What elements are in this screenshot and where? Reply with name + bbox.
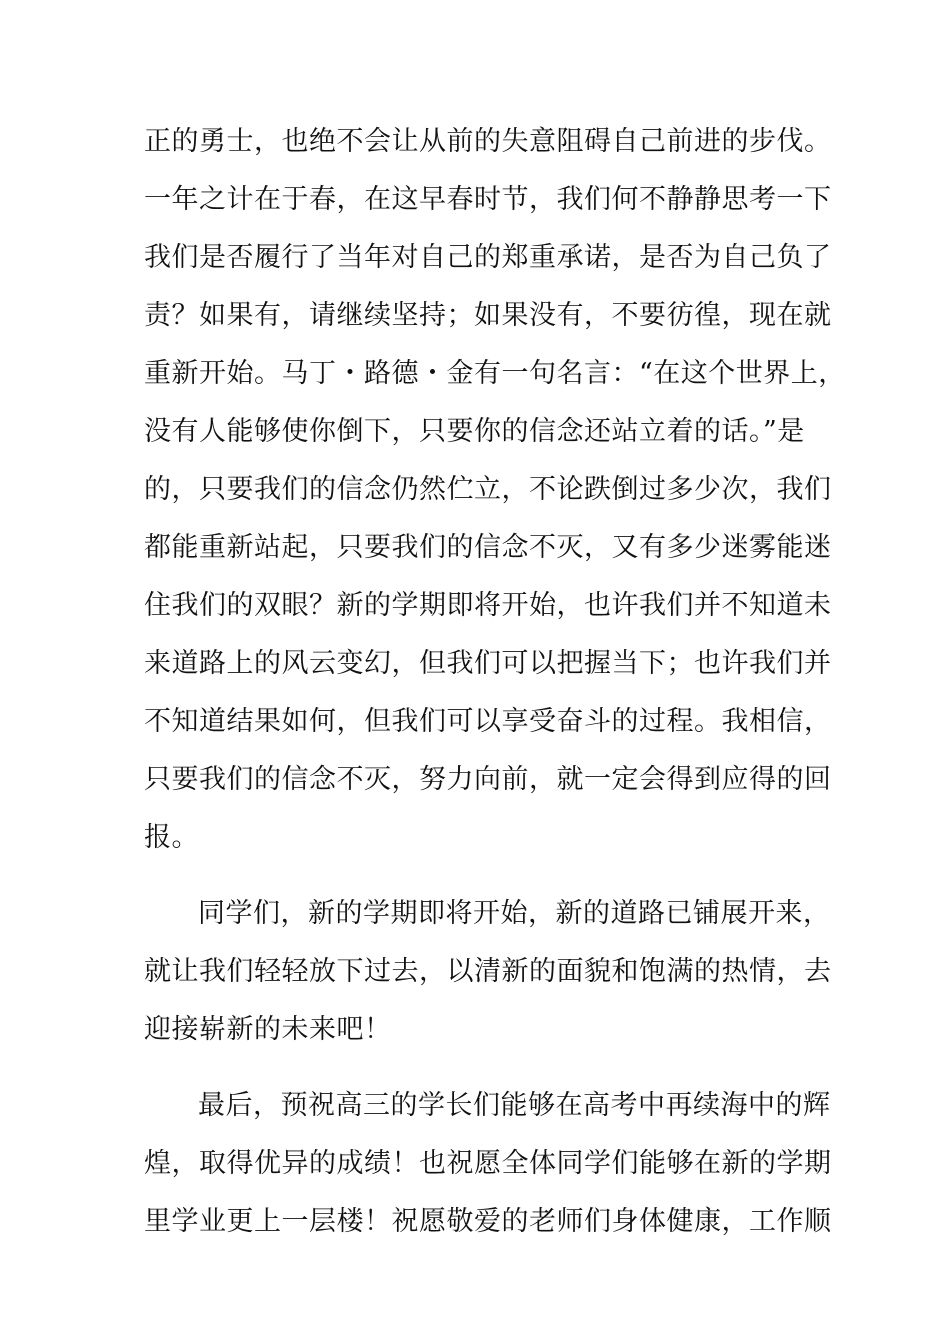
text-line: 迎接崭新的未来吧！ [144,1014,392,1045]
text-line: 只要我们的信念不灭，努力向前，就一定会得到应得的回 [144,764,832,795]
text-line: 住我们的双眼？新的学期即将开始，也许我们并不知道未 [144,590,832,621]
text-line: 里学业更上一层楼！祝愿敬爱的老师们身体健康，工作顺 [144,1206,832,1237]
text-line: 最后，预祝高三的学长们能够在高考中再续海中的辉 [198,1090,831,1121]
text-line: 一年之计在于春，在这早春时节，我们何不静静思考一下 [144,184,832,215]
text-line: 同学们，新的学期即将开始，新的道路已铺展开来， [198,898,831,929]
text-line: 都能重新站起，只要我们的信念不灭，又有多少迷雾能迷 [144,532,832,563]
text-line: 不知道结果如何，但我们可以享受奋斗的过程。我相信， [144,706,832,737]
text-line: 煌，取得优异的成绩！也祝愿全体同学们能够在新的学期 [144,1148,832,1179]
body-text [144,113,846,1251]
paragraph-3 [144,1077,832,1251]
text-line: 重新开始。马丁・路德・金有一句名言：“在这个世界上， [144,358,846,389]
paragraph-2 [144,885,832,1059]
text-line: 就让我们轻轻放下过去，以清新的面貌和饱满的热情，去 [144,956,832,987]
text-line: 的，只要我们的信念仍然伫立，不论跌倒过多少次，我们 [144,474,832,505]
text-line: 没有人能够使你倒下，只要你的信念还站立着的话。”是 [144,416,805,447]
text-line: 来道路上的风云变幻，但我们可以把握当下；也许我们并 [144,648,832,679]
text-line: 报。 [144,822,199,853]
paragraph-1 [144,113,846,867]
text-line: 正的勇士，也绝不会让从前的失意阻碍自己前进的步伐。 [144,126,832,157]
text-line: 责？如果有，请继续坚持；如果没有，不要彷徨，现在就 [144,300,832,331]
text-line: 我们是否履行了当年对自己的郑重承诺，是否为自己负了 [144,242,832,273]
